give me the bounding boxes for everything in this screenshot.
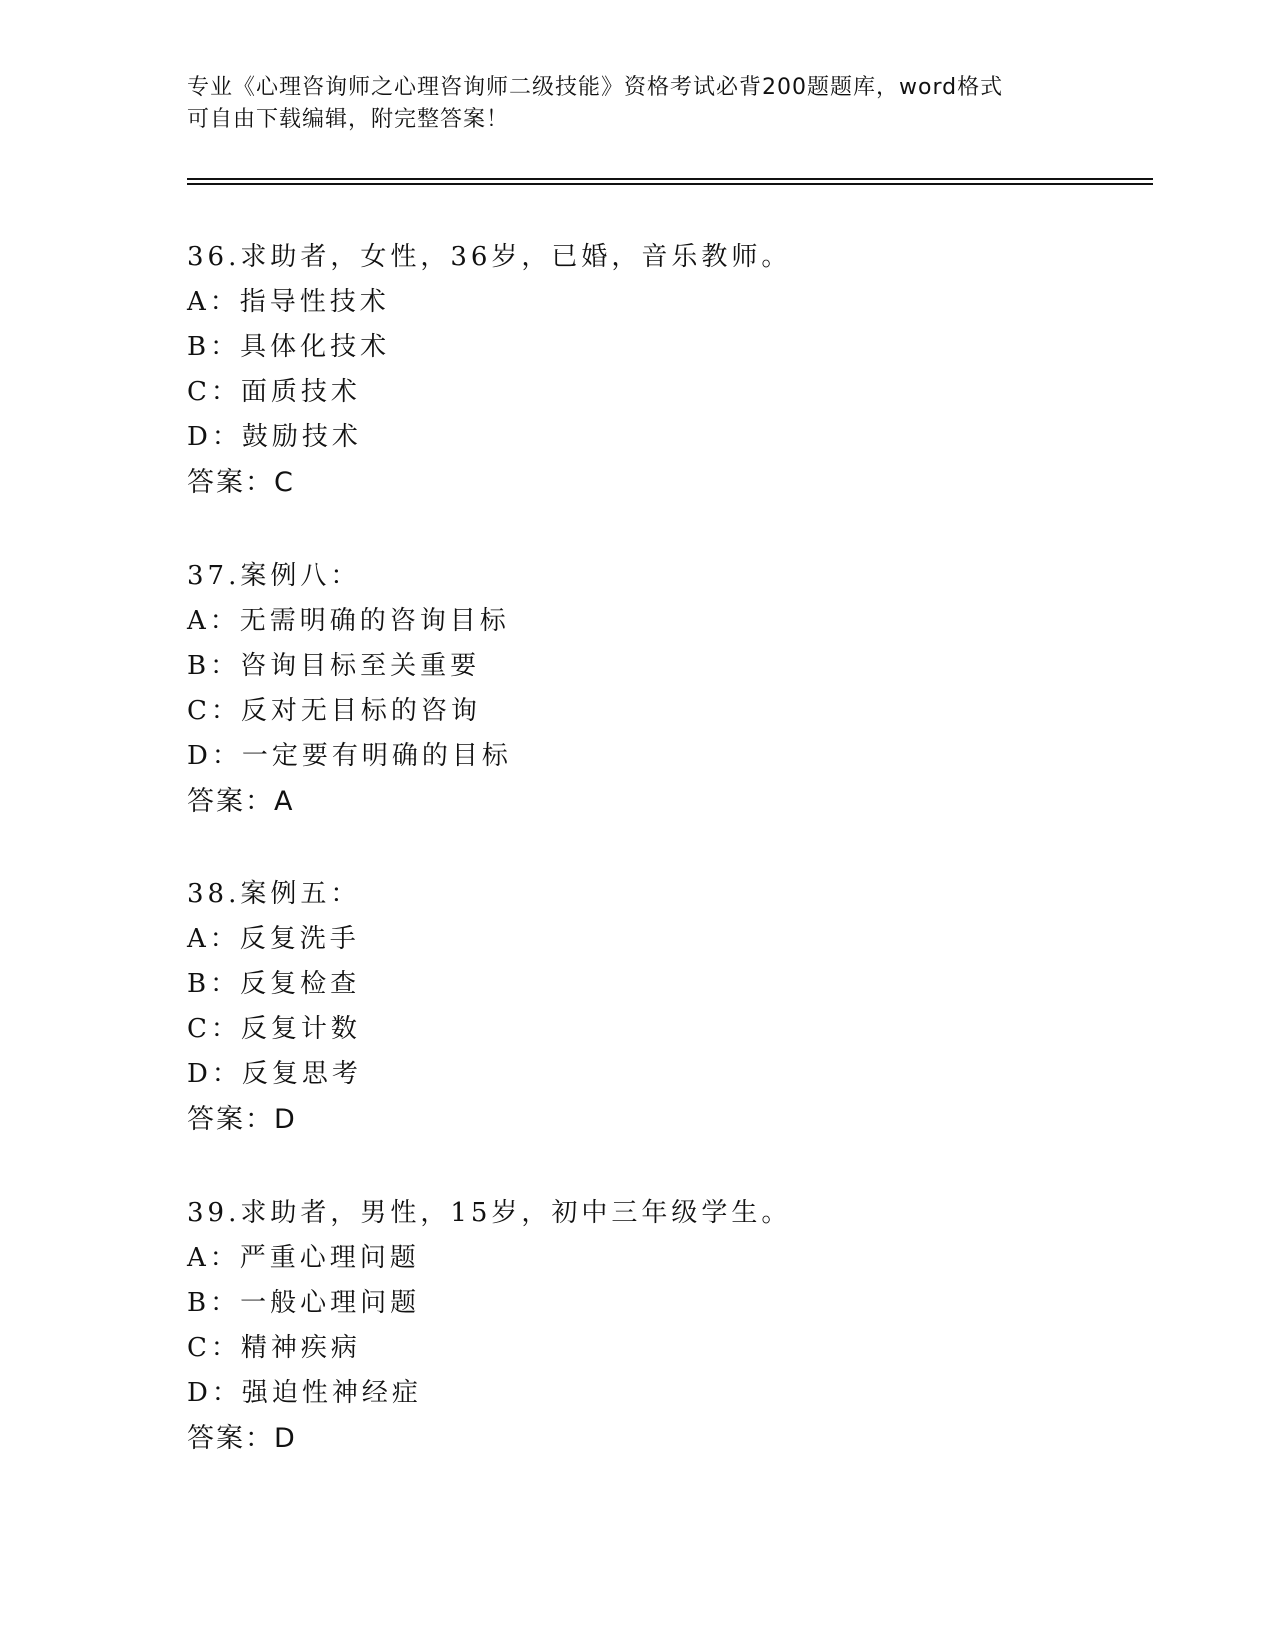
question-stem: 37.案例八： xyxy=(187,561,361,591)
answer-line: 答案：D xyxy=(187,1104,297,1135)
answer-line: 答案：C xyxy=(187,467,295,498)
question-37 xyxy=(187,554,1087,824)
document-header xyxy=(187,72,1087,136)
option-c: C：面质技术 xyxy=(187,377,361,407)
option-b: B：咨询目标至关重要 xyxy=(187,651,481,681)
question-stem: 39.求助者，男性，15岁，初中三年级学生。 xyxy=(187,1198,792,1228)
question-39 xyxy=(187,1191,1087,1461)
option-c: C：精神疾病 xyxy=(187,1333,361,1363)
header-title-line-1: 专业《心理咨询师之心理咨询师二级技能》资格考试必背200题题库，word格式 xyxy=(187,75,1004,100)
option-d: D：一定要有明确的目标 xyxy=(187,741,512,771)
header-title-line-2: 可自由下载编辑，附完整答案！ xyxy=(187,107,510,132)
option-b: B：一般心理问题 xyxy=(187,1288,421,1318)
option-c: C：反对无目标的咨询 xyxy=(187,696,481,726)
question-38 xyxy=(187,872,1087,1142)
answer-line: 答案：D xyxy=(187,1423,297,1454)
option-a: A：严重心理问题 xyxy=(187,1243,420,1273)
option-a: A：反复洗手 xyxy=(187,924,360,954)
option-b: B：反复检查 xyxy=(187,969,361,999)
question-stem: 36.求助者，女性，36岁，已婚，音乐教师。 xyxy=(187,242,792,272)
option-a: A：无需明确的咨询目标 xyxy=(187,606,510,636)
option-d: D：反复思考 xyxy=(187,1059,362,1089)
option-c: C：反复计数 xyxy=(187,1014,361,1044)
question-stem: 38.案例五： xyxy=(187,879,361,909)
question-36 xyxy=(187,235,1087,505)
header-double-rule xyxy=(187,178,1153,185)
option-d: D：鼓励技术 xyxy=(187,422,362,452)
answer-line: 答案：A xyxy=(187,786,295,817)
option-b: B：具体化技术 xyxy=(187,332,391,362)
option-a: A：指导性技术 xyxy=(187,287,390,317)
option-d: D：强迫性神经症 xyxy=(187,1378,422,1408)
